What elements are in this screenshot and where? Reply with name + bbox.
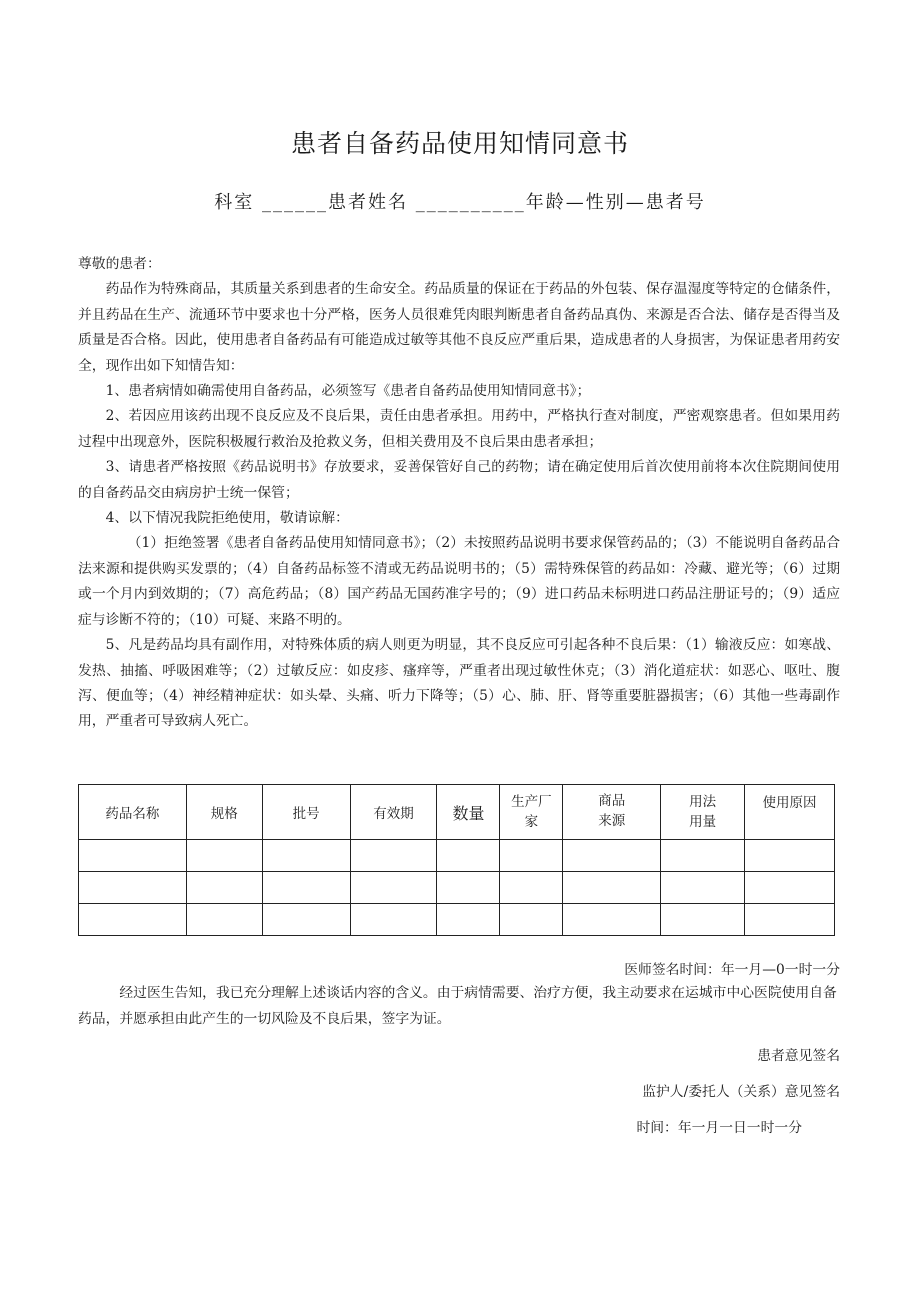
doctor-signature-time: 医师签名时间：年一月—0一时一分 <box>624 962 840 978</box>
drug-table <box>78 784 835 936</box>
notice-item-2: 2、若因应用该药出现不良反应及不良后果，责任由患者承担。用药中，严格执行查对制度，严密观察患者。但如果用药过程中出现意外，医院积极履行救治及抢救义务，但相关费用及不良后果由患者承担； <box>78 408 840 450</box>
name-field[interactable]: __________ <box>415 192 526 213</box>
dept-field[interactable]: ______ <box>262 192 328 213</box>
table-cell[interactable] <box>186 840 262 872</box>
table-cell[interactable] <box>745 840 835 872</box>
table-row <box>79 904 835 936</box>
consent-statement <box>78 980 840 1032</box>
table-cell[interactable] <box>79 904 187 936</box>
table-cell[interactable] <box>262 904 350 936</box>
table-cell[interactable] <box>500 872 563 904</box>
header-batch: 批号 <box>262 785 350 840</box>
dept-label: 科室 <box>214 192 255 213</box>
table-cell[interactable] <box>437 872 500 904</box>
table-cell[interactable] <box>500 840 563 872</box>
table-row <box>79 840 835 872</box>
patient-signature[interactable]: 患者意见签名 <box>757 1048 840 1064</box>
table-cell[interactable] <box>563 840 661 872</box>
header-source <box>563 785 661 840</box>
header-expiry: 有效期 <box>350 785 437 840</box>
table-cell[interactable] <box>500 904 563 936</box>
table-cell[interactable] <box>262 840 350 872</box>
notice-item-4-detail: （1）拒绝签署《患者自备药品使用知情同意书》；（2）未按照药品说明书要求保管药品的；（3）不能说明自备药品合法来源和提供购买发票的；（4）自备药品标签不清或无药品说明书的；（5）需特殊保管的药品如：冷藏、避光等；（6）过期或一个月内到效期的；（7）高危药品；（8）国产药品无国药准字号的；（9）进口药品未标明进口药品注册证号的；（9）适应症与诊断不符的；（10）可疑、来路不明的。 <box>78 535 840 628</box>
table-cell[interactable] <box>186 904 262 936</box>
table-cell[interactable] <box>437 904 500 936</box>
table-cell[interactable] <box>563 872 661 904</box>
notice-item-5: 5、凡是药品均具有副作用，对特殊体质的病人则更为明显，其不良反应可引起各种不良后果：（1）输液反应：如寒战、发热、抽搐、呼吸困难等；（2）过敏反应：如皮疹、瘙痒等，严重者出现过敏性休克；（3）消化道症状：如恶心、呕吐、腹泻、便血等；（4）神经精神症状：如头晕、头痛、听力下降等；（5）心、肺、肝、肾等重要脏器损害；（6）其他一些毒副作用，严重者可导致病人死亡。 <box>78 637 840 730</box>
notice-item-1: 1、患者病情如确需使用自备药品，必须签写《患者自备药品使用知情同意书》； <box>105 383 591 400</box>
table-cell[interactable] <box>186 872 262 904</box>
table-cell[interactable] <box>79 872 187 904</box>
table-cell[interactable] <box>350 904 437 936</box>
header-manufacturer <box>500 785 563 840</box>
consent-paragraph: 经过医生告知，我已充分理解上述谈话内容的含义。由于病情需要、治疗方便，我主动要求在运城市中心医院使用自备药品，并愿承担由此产生的一切风险及不良后果，签字为证。 <box>78 985 837 1027</box>
table-cell[interactable] <box>437 840 500 872</box>
header-manufacturer-line1: 生产厂 <box>511 794 552 810</box>
header-spec: 规格 <box>186 785 262 840</box>
table-cell[interactable] <box>661 904 745 936</box>
greeting: 尊敬的患者： <box>78 256 161 272</box>
table-cell[interactable] <box>745 872 835 904</box>
notice-item-3: 3、请患者严格按照《药品说明书》存放要求，妥善保管好自己的药物；请在确定使用后首次使用前将本次住院期间使用的自备药品交由病房护士统一保管； <box>78 459 840 501</box>
header-quantity: 数量 <box>437 785 500 840</box>
signature-time[interactable]: 时间：年一月一日一时一分 <box>636 1120 802 1136</box>
header-usage-line2: 用量 <box>689 814 717 830</box>
table-cell[interactable] <box>745 904 835 936</box>
patient-info-line <box>0 188 920 214</box>
header-source-line2: 来源 <box>598 813 626 829</box>
table-row <box>79 872 835 904</box>
guardian-signature[interactable]: 监护人/委托人（关系）意见签名 <box>642 1084 840 1100</box>
notice-body <box>78 252 840 735</box>
table-header-row <box>79 785 835 840</box>
age-gender-id-label: 年龄—性别—患者号 <box>525 192 706 213</box>
table-cell[interactable] <box>262 872 350 904</box>
intro-paragraph: 药品作为特殊商品，其质量关系到患者的生命安全。药品质量的保证在于药品的外包装、保存温湿度等特定的仓储条件，并且药品在生产、流通环节中要求也十分严格，医务人员很难凭肉眼判断患者自备药品真伪、来源是否合法、储存是否得当及质量是否合格。因此，使用患者自备药品有可能造成过敏等其他不良反应严重后果，造成患者的人身损害，为保证患者用药安全，现作出如下知情告知： <box>78 281 840 374</box>
page-title: 患者自备药品使用知情同意书 <box>290 129 629 158</box>
header-usage <box>661 785 745 840</box>
notice-item-4: 4、以下情况我院拒绝使用，敬请谅解： <box>105 510 349 527</box>
table-cell[interactable] <box>79 840 187 872</box>
header-usage-line1: 用法 <box>689 794 717 810</box>
table-cell[interactable] <box>350 872 437 904</box>
header-drug-name: 药品名称 <box>79 785 187 840</box>
table-cell[interactable] <box>563 904 661 936</box>
table-cell[interactable] <box>661 872 745 904</box>
header-manufacturer-line2: 家 <box>524 814 539 830</box>
name-label: 患者姓名 <box>328 192 408 213</box>
header-source-line1: 商品 <box>598 793 626 809</box>
table-cell[interactable] <box>661 840 745 872</box>
header-reason: 使用原因 <box>745 785 835 840</box>
table-cell[interactable] <box>350 840 437 872</box>
